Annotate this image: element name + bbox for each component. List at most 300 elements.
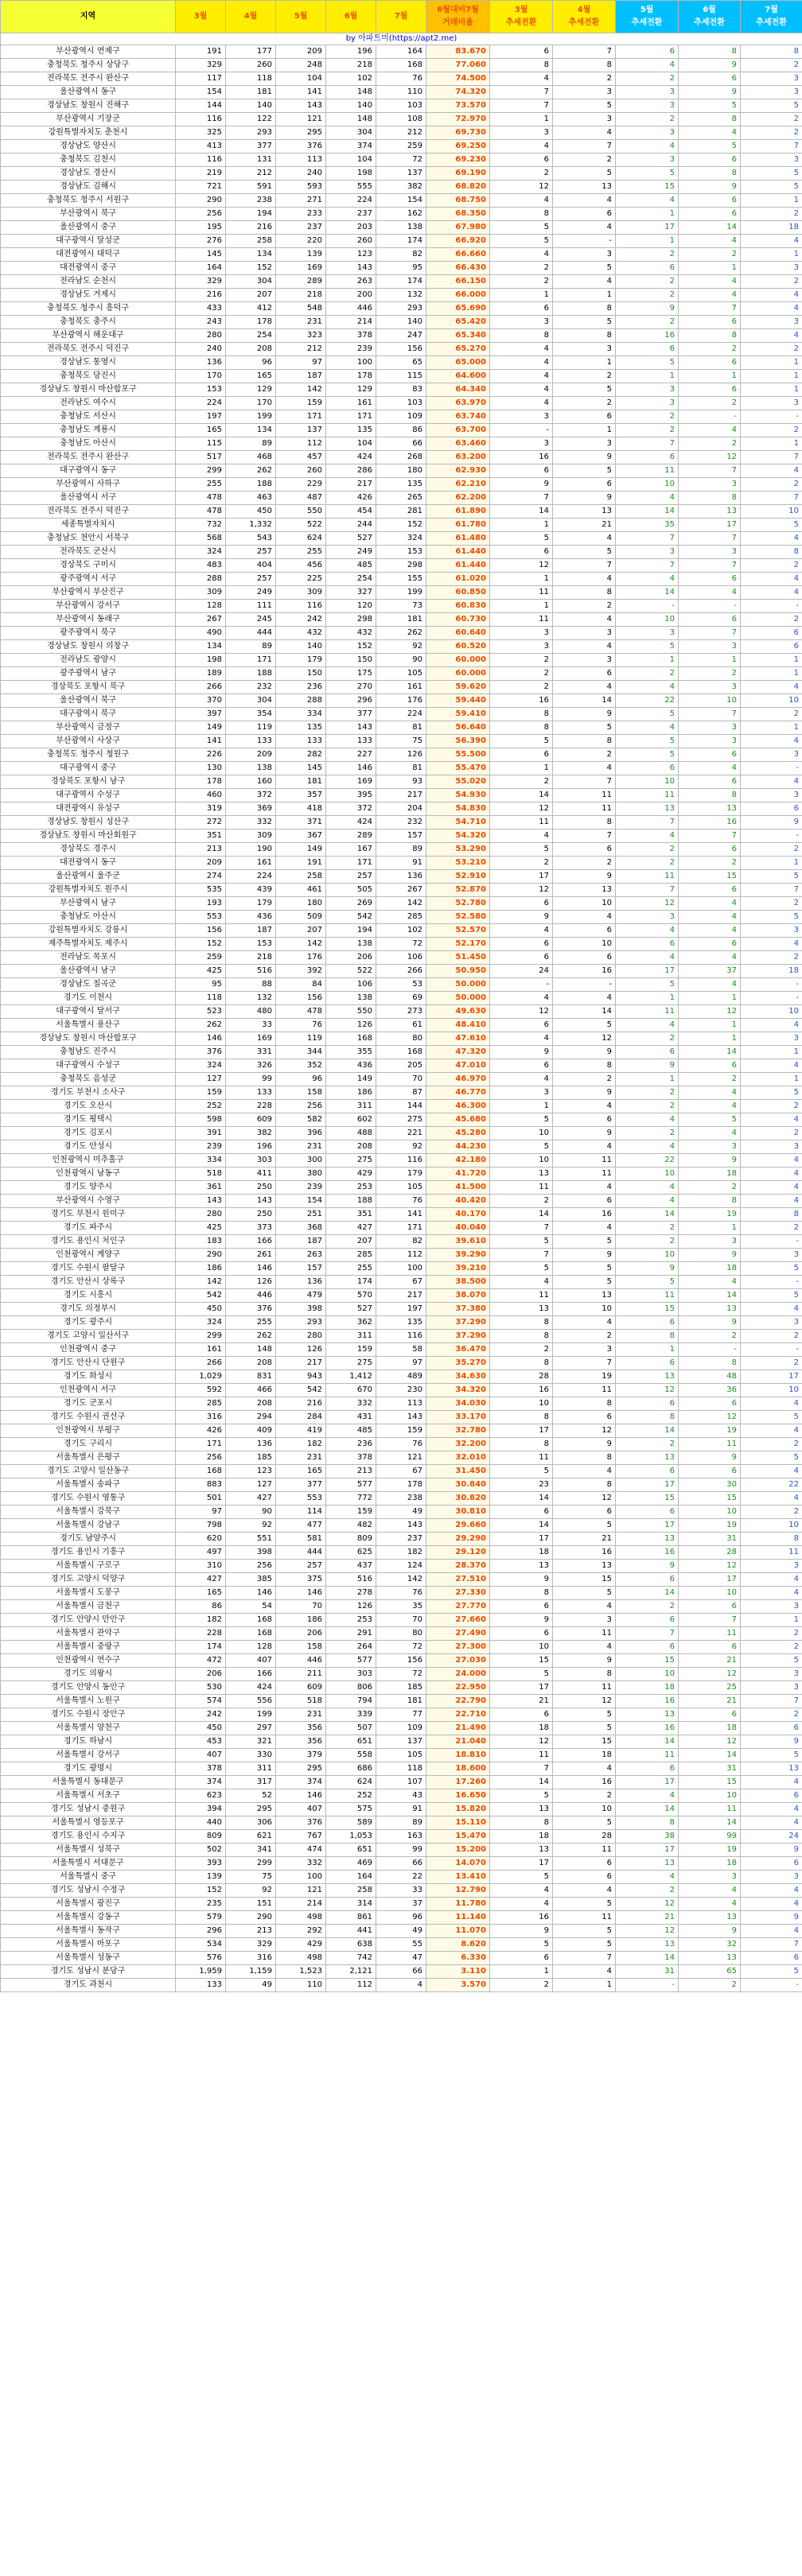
cell-trend-4: 9	[553, 870, 616, 884]
table-row[interactable]	[1, 1140, 802, 1154]
table-row[interactable]	[1, 1289, 802, 1303]
table-row[interactable]	[1, 478, 802, 491]
cell-month-7: 70	[376, 1614, 426, 1627]
table-row[interactable]	[1, 1506, 802, 1519]
table-row[interactable]	[1, 262, 802, 275]
col-header-trend-4[interactable]: 4월 추세전환	[553, 1, 616, 33]
table-row[interactable]	[1, 72, 802, 86]
cell-month-3: 576	[176, 1952, 226, 1965]
cell-trend-3: 4	[490, 1032, 553, 1046]
cell-ratio: 12.790	[426, 1884, 490, 1898]
table-row[interactable]	[1, 356, 802, 370]
table-row[interactable]	[1, 1749, 802, 1762]
table-row[interactable]	[1, 1370, 802, 1384]
table-row[interactable]	[1, 126, 802, 140]
table-row[interactable]	[1, 424, 802, 437]
cell-ratio: 63.200	[426, 451, 490, 464]
table-row[interactable]	[1, 86, 802, 99]
table-row[interactable]	[1, 140, 802, 153]
cell-trend-7: 3	[741, 1316, 802, 1330]
table-row[interactable]	[1, 1952, 802, 1965]
table-row[interactable]	[1, 167, 802, 181]
table-row[interactable]	[1, 924, 802, 938]
cell-ratio: 66.430	[426, 262, 490, 275]
cell-month-6: 275	[326, 1357, 376, 1370]
cell-month-4: 238	[226, 194, 276, 208]
cell-month-6: 624	[326, 1776, 376, 1789]
cell-ratio: 62.200	[426, 491, 490, 505]
table-row[interactable]	[1, 1898, 802, 1911]
table-row[interactable]	[1, 1073, 802, 1086]
cell-trend-7: 3	[741, 789, 802, 802]
table-row[interactable]	[1, 1857, 802, 1871]
table-row[interactable]	[1, 289, 802, 302]
table-row[interactable]	[1, 830, 802, 843]
table-row[interactable]	[1, 1668, 802, 1681]
table-row[interactable]	[1, 1722, 802, 1735]
table-row[interactable]	[1, 1249, 802, 1262]
table-row[interactable]	[1, 235, 802, 248]
table-row[interactable]	[1, 532, 802, 546]
cell-trend-3: 10	[490, 1127, 553, 1140]
table-row[interactable]	[1, 559, 802, 573]
table-row[interactable]	[1, 897, 802, 911]
table-row[interactable]	[1, 681, 802, 694]
cell-month-5: 380	[276, 1168, 326, 1181]
table-row[interactable]	[1, 248, 802, 262]
table-row[interactable]	[1, 343, 802, 356]
cell-trend-4: 5	[553, 1938, 616, 1952]
cell-month-7: 159	[376, 1424, 426, 1438]
cell-month-7: 204	[376, 802, 426, 816]
table-row[interactable]	[1, 775, 802, 789]
table-row[interactable]	[1, 627, 802, 640]
cell-trend-4: 28	[553, 1830, 616, 1844]
table-row[interactable]	[1, 1546, 802, 1560]
cell-trend-6: 48	[679, 1370, 741, 1384]
cell-region: 부산광역시 해운대구	[1, 329, 176, 343]
table-row[interactable]	[1, 911, 802, 924]
table-row[interactable]	[1, 1627, 802, 1641]
cell-trend-4: 2	[553, 748, 616, 762]
cell-month-3: 127	[176, 1073, 226, 1086]
table-row[interactable]	[1, 1303, 802, 1316]
table-row[interactable]	[1, 437, 802, 451]
cell-month-5: 187	[276, 370, 326, 383]
cell-trend-3: 3	[490, 640, 553, 654]
cell-region: 부산광역시 연제구	[1, 45, 176, 59]
table-row[interactable]	[1, 951, 802, 965]
table-row[interactable]	[1, 586, 802, 600]
table-row[interactable]	[1, 316, 802, 329]
cell-month-5: 114	[276, 1506, 326, 1519]
table-row[interactable]	[1, 1492, 802, 1506]
cell-month-4: 250	[226, 1181, 276, 1195]
table-row[interactable]	[1, 329, 802, 343]
table-row[interactable]	[1, 1925, 802, 1938]
cell-trend-6: 13	[679, 1303, 741, 1316]
cell-month-5: 581	[276, 1533, 326, 1546]
table-row[interactable]	[1, 1032, 802, 1046]
cell-month-5: 233	[276, 208, 326, 221]
cell-trend-5: 5	[616, 1276, 679, 1289]
cell-trend-6: 2	[679, 1979, 741, 1992]
col-header-month-4[interactable]: 4월	[226, 1, 276, 33]
table-row[interactable]	[1, 1154, 802, 1168]
cell-month-4: 436	[226, 911, 276, 924]
table-row[interactable]	[1, 194, 802, 208]
table-row[interactable]	[1, 1005, 802, 1019]
cell-month-7: 67	[376, 1276, 426, 1289]
table-row[interactable]	[1, 1816, 802, 1830]
col-header-region[interactable]: 지역	[1, 1, 176, 33]
table-row[interactable]	[1, 464, 802, 478]
table-row[interactable]	[1, 1208, 802, 1222]
table-row[interactable]	[1, 181, 802, 194]
cell-month-4: 373	[226, 1222, 276, 1235]
cell-trend-7: 2	[741, 1641, 802, 1654]
cell-trend-3: 14	[490, 1776, 553, 1789]
cell-trend-3: 4	[490, 1276, 553, 1289]
cell-month-3: 425	[176, 1222, 226, 1235]
table-row[interactable]	[1, 1019, 802, 1032]
cell-month-6: 152	[326, 640, 376, 654]
cell-trend-4: 1	[553, 356, 616, 370]
table-row[interactable]	[1, 1844, 802, 1857]
table-row[interactable]	[1, 546, 802, 559]
cell-trend-5: 17	[616, 221, 679, 235]
cell-month-7: 92	[376, 1140, 426, 1154]
cell-trend-7: 4	[741, 1303, 802, 1316]
cell-trend-4: 2	[553, 1330, 616, 1343]
table-row[interactable]	[1, 1533, 802, 1546]
table-row[interactable]	[1, 1113, 802, 1127]
table-row[interactable]	[1, 1086, 802, 1100]
cell-month-7: 93	[376, 775, 426, 789]
col-header-trend-5[interactable]: 5월 추세전환	[616, 1, 679, 33]
cell-month-6: 244	[326, 519, 376, 532]
table-row[interactable]	[1, 410, 802, 424]
table-row[interactable]	[1, 816, 802, 830]
col-header-month-7[interactable]: 7월	[376, 1, 426, 33]
table-row[interactable]	[1, 1262, 802, 1276]
table-row[interactable]	[1, 491, 802, 505]
cell-region: 충청북도 음성군	[1, 1073, 176, 1086]
cell-trend-7: -	[741, 830, 802, 843]
table-row[interactable]	[1, 1762, 802, 1776]
cell-trend-5: 14	[616, 1208, 679, 1222]
table-row[interactable]	[1, 1438, 802, 1451]
table-row[interactable]	[1, 1411, 802, 1424]
table-row[interactable]	[1, 1100, 802, 1113]
table-row[interactable]	[1, 1465, 802, 1478]
cell-trend-5: 17	[616, 1519, 679, 1533]
table-row[interactable]	[1, 694, 802, 708]
table-row[interactable]	[1, 1059, 802, 1073]
cell-month-3: 450	[176, 1303, 226, 1316]
cell-trend-7: 9	[741, 1844, 802, 1857]
table-row[interactable]	[1, 370, 802, 383]
cell-ratio: 60.640	[426, 627, 490, 640]
cell-trend-6: 3	[679, 546, 741, 559]
cell-trend-5: -	[616, 1979, 679, 1992]
table-row[interactable]	[1, 1316, 802, 1330]
table-row[interactable]	[1, 1451, 802, 1465]
col-header-month-5[interactable]: 5월	[276, 1, 326, 33]
cell-trend-3: 5	[490, 532, 553, 546]
cell-ratio: 51.450	[426, 951, 490, 965]
cell-region: 충청북도 청주시 청원구	[1, 748, 176, 762]
cell-trend-5: 10	[616, 1168, 679, 1181]
cell-region: 서울특별시 영등포구	[1, 1816, 176, 1830]
cell-trend-4: 5	[553, 1019, 616, 1032]
cell-month-4: 208	[226, 1357, 276, 1370]
table-row[interactable]	[1, 802, 802, 816]
cell-month-7: 221	[376, 1127, 426, 1140]
table-row[interactable]	[1, 843, 802, 857]
cell-month-3: 732	[176, 519, 226, 532]
cell-month-4: 177	[226, 45, 276, 59]
table-row[interactable]	[1, 1127, 802, 1140]
table-row[interactable]	[1, 613, 802, 627]
table-row[interactable]	[1, 397, 802, 410]
cell-month-4: 126	[226, 1276, 276, 1289]
cell-month-6: 239	[326, 343, 376, 356]
table-row[interactable]	[1, 1384, 802, 1397]
cell-trend-5: 4	[616, 59, 679, 72]
table-row[interactable]	[1, 870, 802, 884]
cell-month-4: 49	[226, 1979, 276, 1992]
table-row[interactable]	[1, 573, 802, 586]
table-row[interactable]	[1, 1830, 802, 1844]
table-row[interactable]	[1, 208, 802, 221]
cell-month-5: 236	[276, 681, 326, 694]
table-row[interactable]	[1, 654, 802, 667]
cell-trend-7: 10	[741, 1519, 802, 1533]
table-row[interactable]	[1, 1695, 802, 1708]
cell-trend-3: 1	[490, 1965, 553, 1979]
table-row[interactable]	[1, 1046, 802, 1059]
cell-month-4: 407	[226, 1654, 276, 1668]
table-row[interactable]	[1, 1195, 802, 1208]
table-row[interactable]	[1, 505, 802, 519]
table-row[interactable]	[1, 721, 802, 735]
cell-trend-7: 1	[741, 1614, 802, 1627]
cell-month-7: 121	[376, 1451, 426, 1465]
cell-month-5: 767	[276, 1830, 326, 1844]
cell-region: 경기도 의왕시	[1, 1668, 176, 1681]
cell-region: 대구광역시 달서구	[1, 1005, 176, 1019]
cell-month-3: 433	[176, 302, 226, 316]
table-row[interactable]	[1, 1965, 802, 1979]
cell-month-3: 798	[176, 1519, 226, 1533]
table-row[interactable]	[1, 1235, 802, 1249]
cell-trend-5: 6	[616, 45, 679, 59]
cell-trend-6: 8	[679, 1195, 741, 1208]
table-row[interactable]	[1, 1478, 802, 1492]
col-header-trend-3[interactable]: 3월 추세전환	[490, 1, 553, 33]
table-row[interactable]	[1, 113, 802, 126]
cell-region: 경상남도 창원시 의창구	[1, 640, 176, 654]
cell-trend-3: 7	[490, 1249, 553, 1262]
table-row[interactable]	[1, 978, 802, 992]
table-row[interactable]	[1, 708, 802, 721]
col-header-month-3[interactable]: 3월	[176, 1, 226, 33]
cell-trend-5: 6	[616, 762, 679, 775]
col-header-ratio[interactable]: 6월대비7월 거래비율	[426, 1, 490, 33]
table-row[interactable]	[1, 1519, 802, 1533]
cell-month-7: 265	[376, 491, 426, 505]
cell-month-3: 159	[176, 1086, 226, 1100]
col-header-trend-7[interactable]: 7월 추세전환	[741, 1, 802, 33]
cell-trend-6: 8	[679, 1357, 741, 1370]
cell-region: 경기도 이천시	[1, 992, 176, 1005]
cell-trend-5: 22	[616, 694, 679, 708]
table-row[interactable]	[1, 1560, 802, 1573]
cell-trend-5: 17	[616, 1776, 679, 1789]
cell-trend-6: 6	[679, 72, 741, 86]
cell-month-6: 304	[326, 126, 376, 140]
cell-trend-6: 13	[679, 1911, 741, 1925]
table-row[interactable]	[1, 99, 802, 113]
table-row[interactable]	[1, 1330, 802, 1343]
table-row[interactable]	[1, 1871, 802, 1884]
table-row[interactable]	[1, 451, 802, 464]
cell-region: 충청북도 청주시 상당구	[1, 59, 176, 72]
cell-month-6: 159	[326, 1506, 376, 1519]
table-row[interactable]	[1, 789, 802, 802]
table-row[interactable]	[1, 1181, 802, 1195]
table-row[interactable]	[1, 519, 802, 532]
table-row[interactable]	[1, 1587, 802, 1600]
cell-month-3: 413	[176, 140, 226, 153]
table-row[interactable]	[1, 748, 802, 762]
table-row[interactable]	[1, 1708, 802, 1722]
table-row[interactable]	[1, 640, 802, 654]
cell-month-6: 516	[326, 1573, 376, 1587]
cell-month-4: 303	[226, 1154, 276, 1168]
cell-month-5: 593	[276, 181, 326, 194]
table-row[interactable]	[1, 938, 802, 951]
table-row[interactable]	[1, 1600, 802, 1614]
table-row[interactable]	[1, 762, 802, 775]
table-row[interactable]	[1, 667, 802, 681]
cell-month-4: 254	[226, 329, 276, 343]
table-row[interactable]	[1, 153, 802, 167]
table-row[interactable]	[1, 1911, 802, 1925]
cell-month-4: 92	[226, 1884, 276, 1898]
credit-row	[1, 33, 802, 45]
table-row[interactable]	[1, 1343, 802, 1357]
table-row[interactable]	[1, 1884, 802, 1898]
table-row[interactable]	[1, 1803, 802, 1816]
cell-trend-3: 17	[490, 1533, 553, 1546]
table-row[interactable]	[1, 1641, 802, 1654]
table-row[interactable]	[1, 383, 802, 397]
table-row[interactable]	[1, 1357, 802, 1370]
cell-trend-7: 1	[741, 356, 802, 370]
cell-trend-6: 1	[679, 1222, 741, 1235]
cell-month-7: 113	[376, 1397, 426, 1411]
table-row[interactable]	[1, 1776, 802, 1789]
cell-month-6: 236	[326, 1438, 376, 1451]
table-row[interactable]	[1, 1789, 802, 1803]
table-row[interactable]	[1, 857, 802, 870]
table-row[interactable]	[1, 275, 802, 289]
table-row[interactable]	[1, 221, 802, 235]
cell-month-7: 81	[376, 721, 426, 735]
cell-ratio: 39.290	[426, 1249, 490, 1262]
cell-ratio: 73.570	[426, 99, 490, 113]
cell-region: 강원특별자치도 춘천시	[1, 126, 176, 140]
cell-month-3: 239	[176, 1140, 226, 1154]
table-row[interactable]	[1, 735, 802, 748]
cell-month-5: 477	[276, 1519, 326, 1533]
cell-region: 서울특별시 강남구	[1, 1519, 176, 1533]
cell-trend-3: 5	[490, 1140, 553, 1154]
table-row[interactable]	[1, 1222, 802, 1235]
cell-region: 충청북도 당진시	[1, 370, 176, 383]
cell-month-5: 461	[276, 884, 326, 897]
table-row[interactable]	[1, 992, 802, 1005]
table-row[interactable]	[1, 884, 802, 897]
cell-trend-5: 11	[616, 870, 679, 884]
cell-month-5: 271	[276, 194, 326, 208]
col-header-month-6[interactable]: 6월	[326, 1, 376, 33]
cell-trend-7: -	[741, 600, 802, 613]
table-row[interactable]	[1, 1276, 802, 1289]
table-row[interactable]	[1, 1168, 802, 1181]
cell-month-3: 130	[176, 762, 226, 775]
cell-ratio: 30.810	[426, 1506, 490, 1519]
table-row[interactable]	[1, 302, 802, 316]
table-row[interactable]	[1, 1573, 802, 1587]
cell-region: 경상남도 창원시 진해구	[1, 99, 176, 113]
cell-trend-4: 9	[553, 1127, 616, 1140]
col-header-trend-6[interactable]: 6월 추세전환	[679, 1, 741, 33]
cell-trend-5: 2	[616, 113, 679, 126]
cell-trend-4: 6	[553, 843, 616, 857]
table-row[interactable]	[1, 600, 802, 613]
cell-month-4: 294	[226, 1411, 276, 1424]
cell-trend-7: 7	[741, 451, 802, 464]
table-row[interactable]	[1, 1938, 802, 1952]
cell-trend-7: 4	[741, 1803, 802, 1816]
table-row[interactable]	[1, 1397, 802, 1411]
cell-month-3: 324	[176, 1316, 226, 1330]
table-row[interactable]	[1, 45, 802, 59]
table-row[interactable]	[1, 1424, 802, 1438]
cell-trend-5: 18	[616, 1681, 679, 1695]
cell-trend-4: 4	[553, 275, 616, 289]
table-row[interactable]	[1, 1735, 802, 1749]
table-row[interactable]	[1, 965, 802, 978]
table-row[interactable]	[1, 1681, 802, 1695]
cell-ratio: 53.210	[426, 857, 490, 870]
cell-trend-7: 4	[741, 235, 802, 248]
cell-month-3: 324	[176, 546, 226, 559]
table-row[interactable]	[1, 59, 802, 72]
table-row[interactable]	[1, 1614, 802, 1627]
cell-month-4: 304	[226, 275, 276, 289]
cell-month-3: 280	[176, 1208, 226, 1222]
cell-trend-3: 5	[490, 221, 553, 235]
cell-region: 경상북도 포항시 남구	[1, 775, 176, 789]
cell-month-3: 228	[176, 1627, 226, 1641]
table-row[interactable]	[1, 1654, 802, 1668]
table-row[interactable]	[1, 1979, 802, 1992]
cell-trend-6: 9	[679, 86, 741, 99]
